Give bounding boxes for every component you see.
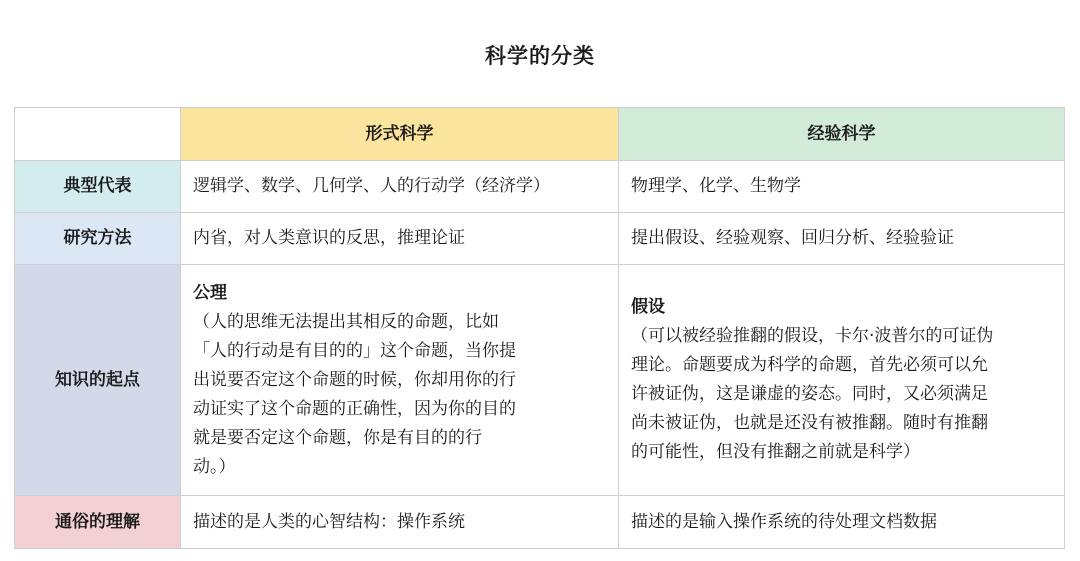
empirical-starting-point-line: 许被证伪，这是谦虚的姿态。同时，又必须满足 [631, 384, 988, 404]
empirical-starting-point-line: 理论。命题要成为科学的命题，首先必须可以允 [631, 355, 988, 375]
table-header-row [15, 108, 1065, 161]
formal-starting-point-line: 出说要否定这个命题的时候，你却用你的行 [193, 369, 516, 390]
header-formal-science: 形式科学 [181, 108, 619, 161]
empirical-understanding-cell: 描述的是输入操作系统的待处理文档数据 [619, 496, 1065, 549]
formal-starting-point-line: 就是要否定这个命题，你是有目的的行 [193, 427, 482, 448]
header-corner-cell [15, 108, 181, 161]
formal-starting-point-cell [181, 265, 619, 496]
formal-representatives-cell: 逻辑学、数学、几何学、人的行动学（经济学） [181, 161, 619, 213]
empirical-method-cell: 提出假设、经验观察、回归分析、经验验证 [619, 213, 1065, 265]
empirical-representatives-cell: 物理学、化学、生物学 [619, 161, 1065, 213]
formal-starting-point-heading: 公理 [193, 282, 227, 303]
table-row [15, 496, 1065, 549]
page-title: 科学的分类 [485, 44, 595, 68]
row-label-representatives: 典型代表 [15, 161, 181, 213]
empirical-starting-point-heading: 假设 [631, 297, 665, 317]
table-row [15, 161, 1065, 213]
formal-understanding-cell: 描述的是人类的心智结构：操作系统 [181, 496, 619, 549]
row-label-plain-understanding: 通俗的理解 [15, 496, 181, 549]
row-label-method: 研究方法 [15, 213, 181, 265]
empirical-starting-point-cell [619, 265, 1065, 496]
table-row [15, 265, 1065, 496]
formal-starting-point-line: 动。） [193, 456, 236, 477]
table-row [15, 213, 1065, 265]
row-label-starting-point: 知识的起点 [15, 265, 181, 496]
header-empirical-science: 经验科学 [619, 108, 1065, 161]
formal-method-cell: 内省，对人类意识的反思，推理论证 [181, 213, 619, 265]
empirical-starting-point-line: 的可能性，但没有推翻之前就是科学） [631, 442, 920, 462]
classification-table [14, 107, 1065, 549]
empirical-starting-point-line: （可以被经验推翻的假设，卡尔·波普尔的可证伪 [631, 326, 994, 346]
formal-starting-point-line: （人的思维无法提出其相反的命题，比如 [193, 311, 499, 332]
empirical-starting-point-line: 尚未被证伪，也就是还没有被推翻。随时有推翻 [631, 413, 988, 433]
formal-starting-point-line: 「人的行动是有目的的」这个命题，当你提 [193, 340, 516, 361]
formal-starting-point-line: 动证实了这个命题的正确性，因为你的目的 [193, 398, 516, 419]
